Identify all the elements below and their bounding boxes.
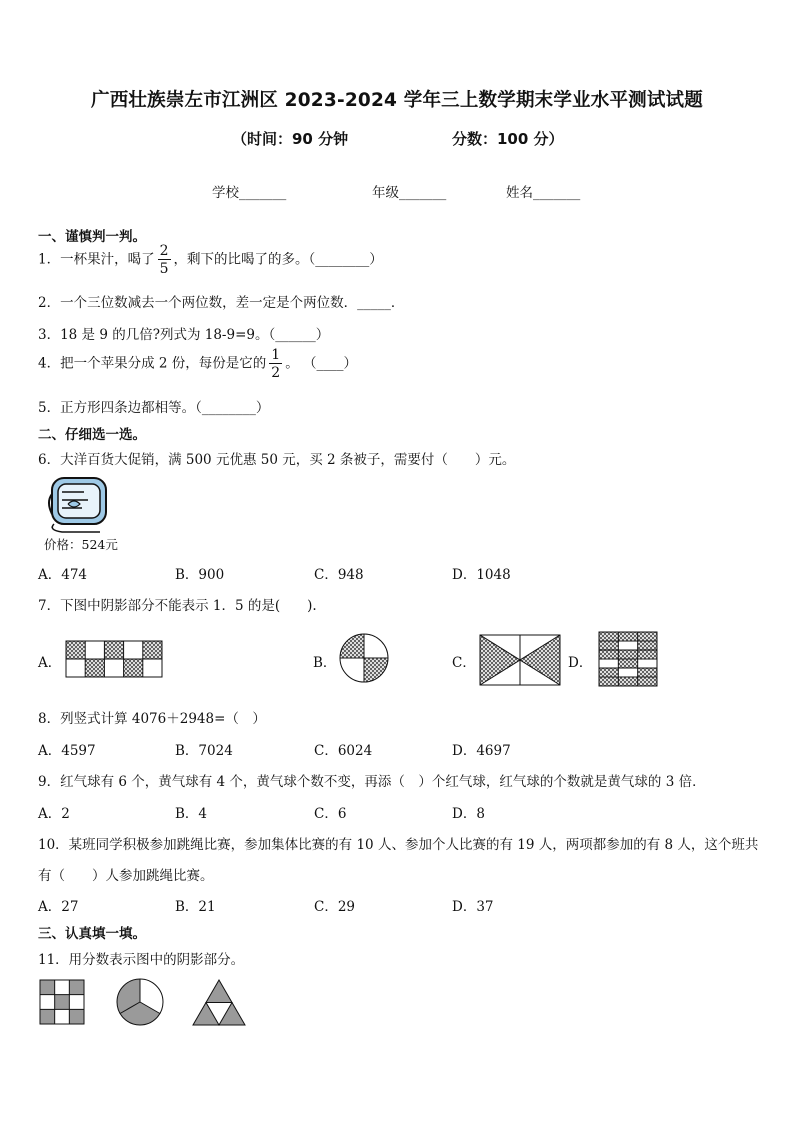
question-11: 11．用分数表示图中的阴影部分。: [38, 952, 245, 968]
q11-grid-figure: [40, 980, 84, 1024]
q7-figure-c: [480, 635, 560, 685]
q4-text-post: 。 （____）: [285, 355, 357, 372]
q1-text-pre: 1．一杯果汁，喝了: [38, 251, 155, 268]
question-10-line-1: 10．某班同学积极参加跳绳比赛，参加集体比赛的有 10 人、参加个人比赛的有 19 人，两项都参加的有 8 人，这个班共: [38, 837, 759, 853]
q10-option-d[interactable]: D．37: [452, 899, 494, 915]
q6-option-a[interactable]: A．474: [38, 567, 88, 583]
section-1-heading: 一、谨慎判一判。: [38, 229, 146, 245]
exam-time: （时间：90 分钟: [232, 130, 349, 148]
question-2: 2．一个三位数减去一个两位数，差一定是个两位数．_____．: [38, 295, 405, 311]
q8-option-c[interactable]: C．6024: [314, 743, 373, 759]
section-2-heading: 二、仔细选一选。: [38, 427, 146, 443]
question-3: 3．18 是 9 的几倍?列式为 18-9=9。（______）: [38, 327, 330, 343]
fraction-denominator: 2: [271, 365, 281, 381]
quilt-price: 价格：524元: [44, 537, 118, 552]
q6-option-c[interactable]: C．948: [314, 567, 364, 583]
name-field[interactable]: 姓名_______: [506, 185, 581, 201]
q9-option-a[interactable]: A．2: [38, 806, 70, 822]
question-8: 8．列竖式计算 4076＋2948=（ ）: [38, 711, 266, 727]
q6-option-d[interactable]: D．1048: [452, 567, 511, 583]
q9-option-b[interactable]: B．4: [175, 806, 208, 822]
grade-field[interactable]: 年级_______: [372, 185, 447, 201]
question-5: 5．正方形四条边都相等。（________）: [38, 400, 270, 416]
question-7: 7．下图中阴影部分不能表示 1．5 的是( ).: [38, 598, 317, 614]
q6-option-b[interactable]: B．900: [175, 567, 225, 583]
q11-triangle-figure: [193, 980, 245, 1025]
section-3-heading: 三、认真填一填。: [38, 926, 146, 942]
question-6: 6．大洋百货大促销，满 500 元优惠 50 元，买 2 条被子，需要付（ ）元。: [38, 452, 516, 468]
fraction-1-2: [269, 348, 282, 380]
q7-figure-a: [66, 641, 162, 677]
q1-text-post: ，剩下的比喝了的多。（________）: [173, 251, 383, 268]
question-10-line-2: 有（ ）人参加跳绳比赛。: [38, 868, 214, 884]
exam-score: 分数：100 分）: [452, 130, 564, 148]
q7-figure-d: [599, 632, 657, 686]
q10-option-a[interactable]: A．27: [38, 899, 79, 915]
question-1: [38, 244, 383, 276]
question-4: [38, 348, 357, 380]
q9-option-c[interactable]: C．6: [314, 806, 347, 822]
q4-text-pre: 4．把一个苹果分成 2 份，每份是它的: [38, 355, 267, 372]
q7-option-b[interactable]: B．: [313, 655, 337, 671]
fraction-numerator: 1: [271, 347, 281, 363]
q7-option-c[interactable]: C．: [452, 655, 476, 671]
school-field[interactable]: 学校_______: [212, 185, 287, 201]
q7-option-a[interactable]: A．: [38, 655, 62, 671]
fraction-numerator: 2: [159, 243, 169, 259]
q7-option-d[interactable]: D．: [568, 655, 593, 671]
quilt-icon: [44, 474, 116, 536]
q9-option-d[interactable]: D．8: [452, 806, 485, 822]
q11-circle-figure: [116, 978, 164, 1026]
question-9: 9．红气球有 6 个，黄气球有 4 个，黄气球个数不变，再添（ ）个红气球，红气球的个数就是黄气球的 3 倍．: [38, 774, 706, 790]
fraction-denominator: 5: [159, 261, 169, 277]
q8-option-a[interactable]: A．4597: [38, 743, 96, 759]
fraction-2-5: [158, 244, 171, 276]
q8-option-b[interactable]: B．7024: [175, 743, 233, 759]
q8-option-d[interactable]: D．4697: [452, 743, 511, 759]
q10-option-c[interactable]: C．29: [314, 899, 356, 915]
page-title: 广西壮族崇左市江洲区 2023-2024 学年三上数学期末学业水平测试试题: [91, 90, 703, 111]
q7-figure-b: [339, 633, 389, 683]
q10-option-b[interactable]: B．21: [175, 899, 216, 915]
